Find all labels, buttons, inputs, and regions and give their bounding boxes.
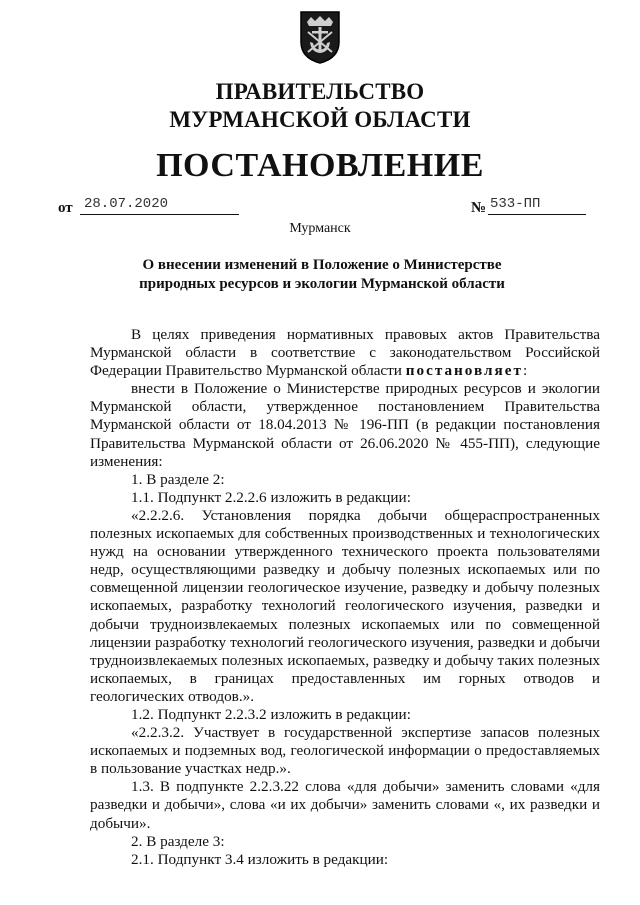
body-paragraph: 1.1. Подпункт 2.2.2.6 изложить в редакции: xyxy=(131,488,411,506)
coat-of-arms-icon xyxy=(299,10,341,64)
date-label: от xyxy=(58,200,73,216)
document-subject xyxy=(60,256,584,294)
preamble-colon: : xyxy=(522,362,528,380)
body-paragraph: 2.1. Подпункт 3.4 изложить в редакции: xyxy=(131,850,389,868)
number-label: № xyxy=(471,200,487,216)
body-paragraph: «2.2.3.2. Участвует в государственной экспертизе запасов полезных ископаемых и подземных вод, геологической информации о предоставляемых в пользование участках недр.». xyxy=(90,724,600,778)
body-paragraph: 1. В разделе 2: xyxy=(131,470,225,488)
preamble-text: В целях приведения нормативных правовых актов Правительства Мурманской области в соответствие с законодательством Российской Федерации Правительство Мурманской области xyxy=(90,326,600,380)
document-date: 28.07.2020 xyxy=(80,196,239,215)
government-title-line2: МУРМАНСКОЙ ОБЛАСТИ xyxy=(169,107,471,132)
body-paragraph xyxy=(90,326,600,380)
subject-line2: природных ресурсов и экологии Мурманской области xyxy=(139,276,505,292)
body-paragraph: 1.3. В подпункте 2.2.3.22 слова «для добычи» заменить словами «для разведки и добычи», слова «и их добычи» заменить словами «, их разведки и добычи». xyxy=(90,778,600,832)
body-paragraph: 1.2. Подпункт 2.2.3.2 изложить в редакции: xyxy=(131,705,411,723)
document-type: ПОСТАНОВЛЕНИЕ xyxy=(156,147,484,184)
resolves-word: постановляет xyxy=(405,362,523,380)
government-title xyxy=(0,78,640,134)
government-title-line1: ПРАВИТЕЛЬСТВО xyxy=(215,79,425,104)
document-number: 533-ПП xyxy=(488,196,586,215)
body-paragraph: 2. В разделе 3: xyxy=(131,832,225,850)
date-number-row xyxy=(58,196,584,218)
body-paragraph: «2.2.2.6. Установления порядка добычи общераспространенных полезных ископаемых для собственных производственных и технологических нужд на основании утвержденного технического проекта пользователями недр, осуществляющими разведку и добычу полезных ископаемых или по совмещенной лицензии геологическое изучение, разведку и добычу полезных ископаемых, разработку технологий геологического изучения, разведки и добычи трудноизвлекаемых полезных ископаемых или по совмещенной лицензии разработку технологий геологического изучения, разведки и добычи трудноизвлекаемых полезных ископаемых, разведку и добычу таких полезных ископаемых, в границах предоставленных им горных отводов и геологических отводов.». xyxy=(90,506,600,705)
subject-line1: О внесении изменений в Положение о Министерстве xyxy=(142,257,502,273)
document-body xyxy=(90,326,600,869)
body-paragraph: внести в Положение о Министерстве природных ресурсов и экологии Мурманской области, утвержденное постановлением Правительства Мурманской области от 18.04.2013 № 196-ПП (в редакции постановления Правительства Мурманской области от 26.06.2020 № 455-ПП), следующие изменения: xyxy=(90,380,600,470)
city: Мурманск xyxy=(289,221,351,236)
